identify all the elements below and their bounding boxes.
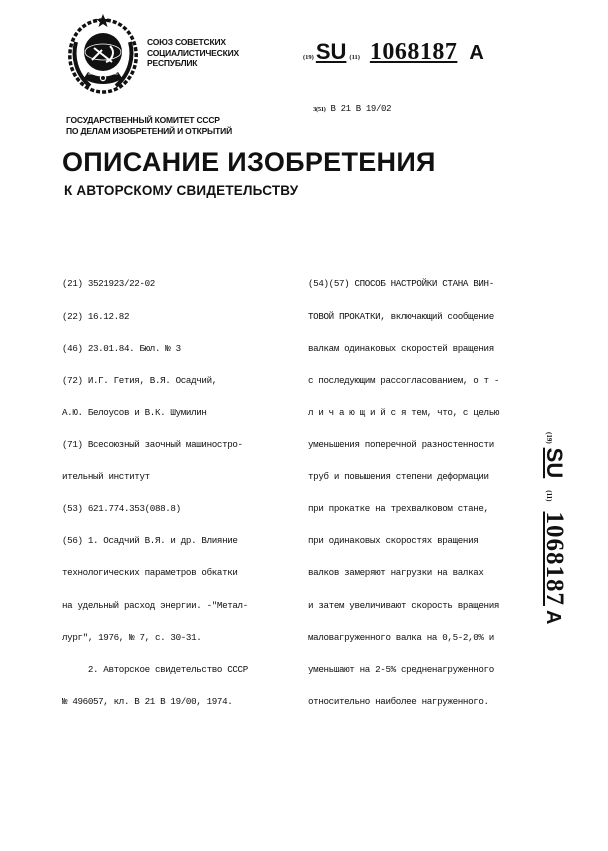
abstract-line: уменьшают на 2-5% средненагруженного [308, 663, 494, 675]
abstract-line: ТОВОЙ ПРОКАТКИ, включающий сообщение [308, 310, 494, 322]
vertical-publication-number [528, 432, 568, 692]
biblio-line: (71) Всесоюзный заочный машиностро- [62, 438, 243, 450]
vertical-code-11: (11) [545, 490, 553, 502]
biblio-line: технологических параметров обкатки [62, 567, 238, 579]
ussr-state-emblem-icon [62, 12, 144, 96]
country-name [147, 37, 239, 69]
vertical-kind: A [542, 610, 564, 625]
code-19: (19) [303, 54, 314, 61]
abstract-line: маловагруженного валка на 0,5-2,0% и [308, 631, 494, 643]
vertical-code-19: (19) [545, 432, 553, 444]
vertical-country: SU [542, 447, 567, 479]
abstract-line: при прокатке на трехвалковом стане, [308, 503, 489, 515]
code-11: (11) [349, 54, 360, 61]
biblio-line: № 496057, кл. В 21 В 19/00, 1974. [62, 695, 233, 707]
biblio-line: на удельный расход энергии. -"Метал- [62, 599, 248, 611]
publication-number: 1068187 [369, 39, 458, 65]
biblio-line: лург", 1976, № 7, с. 30-31. [62, 631, 202, 643]
document-title: ОПИСАНИЕ ИЗОБРЕТЕНИЯ [62, 147, 436, 177]
document-subtitle: К АВТОРСКОМУ СВИДЕТЕЛЬСТВУ [64, 183, 299, 198]
publication-country: SU [315, 39, 347, 64]
committee-name [66, 115, 232, 136]
country-line: РЕСПУБЛИК [147, 58, 198, 68]
biblio-line: (22) 16.12.82 [62, 310, 130, 322]
committee-line: ГОСУДАРСТВЕННЫЙ КОМИТЕТ СССР [66, 115, 220, 125]
abstract-line: валков замеряют нагрузки на валках [308, 567, 484, 579]
publication-kind: A [469, 42, 484, 64]
biblio-line: (53) 621.774.353(088.8) [62, 503, 181, 515]
biblio-line: А.Ю. Белоусов и В.К. Шумилин [62, 406, 207, 418]
publication-header [303, 39, 484, 66]
ipc-prefix: 3(51) [313, 105, 326, 113]
bibliography-block [62, 258, 248, 718]
country-line: СОЮЗ СОВЕТСКИХ [147, 37, 226, 47]
biblio-line: 2. Авторское свидетельство СССР [62, 663, 248, 675]
biblio-line: (21) 3521923/22-02 [62, 278, 155, 290]
vertical-number: 1068187 [541, 511, 568, 607]
ipc-class [303, 93, 391, 115]
biblio-line: (72) И.Г. Гетия, В.Я. Осадчий, [62, 374, 217, 386]
abstract-line: (54)(57) СПОСОБ НАСТРОЙКИ СТАНА ВИН- [308, 278, 494, 290]
abstract-line: относительно наиболее нагруженного. [308, 695, 489, 707]
biblio-line: ительный институт [62, 471, 150, 483]
abstract-line: уменьшения поперечной разностенности [308, 438, 494, 450]
committee-line: ПО ДЕЛАМ ИЗОБРЕТЕНИЙ И ОТКРЫТИЙ [66, 125, 232, 136]
country-line: СОЦИАЛИСТИЧЕСКИХ [147, 47, 239, 58]
abstract-block [308, 258, 499, 718]
biblio-line: (56) 1. Осадчий В.Я. и др. Влияние [62, 535, 238, 547]
abstract-line: валкам одинаковых скоростей вращения [308, 342, 494, 354]
abstract-line: при одинаковых скоростях вращения [308, 535, 479, 547]
biblio-line: (46) 23.01.84. Бюл. № 3 [62, 342, 181, 354]
ipc-value: B 21 B 19/02 [330, 103, 392, 114]
abstract-line: труб и повышения степени деформации [308, 471, 489, 483]
abstract-line: с последующим рассогласованием, о т - [308, 374, 500, 386]
abstract-line: л и ч а ю щ и й с я тем, что, с целью [308, 406, 500, 418]
abstract-line: и затем увеличивают скорость вращения [308, 599, 500, 611]
